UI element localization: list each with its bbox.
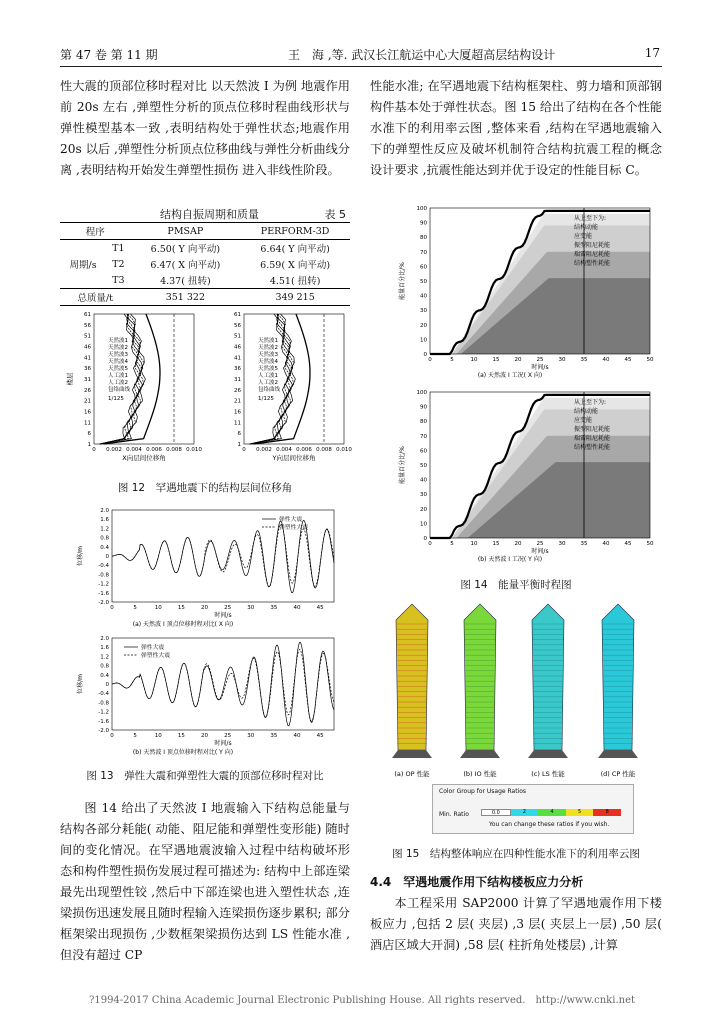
legend-entry: 包络曲线 — [108, 387, 131, 393]
x-tick-label: 20 — [201, 605, 208, 611]
legend-entry: 人工波1 — [258, 373, 278, 379]
x-tick-label: 35 — [270, 605, 278, 611]
legend-entry: 应变能 — [574, 233, 593, 240]
x-tick-label: 20 — [514, 357, 522, 363]
legend-entry: 人工波1 — [108, 373, 128, 379]
x-tick-label: 40 — [293, 605, 301, 611]
y-tick-label: 90 — [420, 220, 427, 227]
legend-value: 8 — [593, 809, 621, 816]
x-tick-label: 50 — [646, 357, 654, 363]
y-tick-label: 0.4 — [100, 544, 109, 551]
legend-entry: 应变能 — [574, 417, 593, 424]
x-tick-label: 0.002 — [256, 447, 272, 453]
x-tick-label: 15 — [177, 605, 185, 611]
y-tick-label: -0.4 — [98, 563, 109, 570]
x-tick-label: 45 — [624, 357, 632, 363]
legend-entry: 天然波1 — [258, 338, 278, 344]
y-tick-label: 100 — [416, 206, 427, 212]
y-tick-label: 60 — [420, 264, 427, 271]
y-tick-label: 46 — [84, 344, 91, 351]
legend-entry: 天然波2 — [258, 345, 278, 351]
y-tick-label: -1.6 — [98, 590, 109, 597]
y-tick-label: 0.8 — [100, 663, 109, 670]
x-tick-label: 15 — [492, 357, 500, 363]
x-axis-label: 时间/s — [531, 364, 549, 371]
x-tick-label: 25 — [224, 605, 232, 611]
x-tick-label: 30 — [558, 541, 566, 547]
y-tick-label: 20 — [420, 506, 427, 513]
tower-label: (b) IO 性能 — [463, 770, 497, 778]
y-tick-label: 51 — [234, 333, 241, 340]
x-tick-label: 30 — [247, 733, 255, 739]
y-tick-label: 40 — [420, 293, 427, 300]
subfigure-label: (b) 天然波 I 工况( Y 向) — [477, 556, 543, 563]
legend-entry: 从上至下为: — [574, 399, 607, 406]
y-tick-label: 1.6 — [100, 645, 109, 652]
y-tick-label: 11 — [84, 420, 91, 427]
legend-color-bar — [481, 809, 621, 816]
drift-curve — [100, 314, 141, 444]
x-tick-label: 0 — [242, 447, 246, 453]
x-tick-label: 25 — [224, 733, 232, 739]
legend-entry: 结构动能 — [574, 224, 599, 231]
x-tick-label: 0 — [110, 605, 114, 611]
plot-frame — [244, 314, 344, 444]
fig14-caption: 图 14 能量平衡时程图 — [460, 579, 572, 591]
y-tick-label: 16 — [234, 409, 241, 416]
x-tick-label: 0.002 — [106, 447, 122, 453]
legend-entry: 弹塑性大震 — [141, 653, 170, 659]
y-tick-label: -0.4 — [98, 691, 109, 698]
y-tick-label: 36 — [84, 366, 91, 373]
envelope-curve — [254, 314, 311, 444]
copyright-footer: ?1994-2017 China Academic Journal Electronic Publishing House. All rights reserved. http://www.cnki.net — [88, 995, 635, 1006]
y-axis-label: 位移/m — [77, 674, 84, 694]
tower-base — [598, 750, 638, 758]
y-tick-label: 41 — [234, 355, 241, 362]
y-tick-label: 26 — [84, 387, 91, 394]
legend-entry: 瑞雷阻尼耗能 — [574, 435, 611, 442]
y-tick-label: 36 — [234, 366, 241, 373]
running-header — [60, 44, 660, 64]
legend-value: 2 — [511, 809, 539, 816]
legend-entry: 天然波4 — [108, 359, 128, 365]
x-tick-label: 0.006 — [296, 447, 312, 453]
drift-curve — [100, 314, 142, 444]
legend-title: Color Group for Usage Ratios — [439, 788, 527, 795]
y-tick-label: -1.6 — [98, 718, 109, 725]
x-tick-label: 45 — [624, 541, 632, 547]
x-tick-label: 45 — [316, 605, 324, 611]
x-tick-label: 10 — [470, 357, 478, 363]
x-tick-label: 0.008 — [316, 447, 332, 453]
tower-base — [392, 750, 432, 758]
fig15-usage-ratio-towers — [376, 600, 666, 782]
right-paragraph-1: 性能水准; 在罕遇地震下结构框架柱、剪力墙和顶部钢构件基本处于弹性状态。图 15 给出了结构在各个性能水准下的利用率云图 ,整体来看 ,结构在罕遇地震输入下的弹塑性反应及破坏机制符合结构抗震工程的概念设计要求 ,抗震性能达到并优于设定的性能目标 C。 — [370, 79, 662, 177]
x-tick-label: 15 — [492, 541, 500, 547]
drift-curve — [250, 314, 290, 444]
x-tick-label: 0.004 — [126, 447, 142, 453]
x-tick-label: 0 — [92, 447, 96, 453]
legend-entry: 天然波1 — [108, 338, 128, 344]
legend-entry: 人工波2 — [258, 380, 278, 386]
legend-entry: 包络曲线 — [258, 387, 281, 393]
x-tick-label: 10 — [470, 541, 478, 547]
x-tick-label: 5 — [450, 357, 454, 363]
fig14-energy-charts — [376, 200, 666, 572]
drift-curve — [250, 314, 292, 444]
y-tick-label: -1.2 — [98, 581, 109, 588]
drift-curve — [250, 314, 291, 444]
fig13-caption: 图 13 弹性大震和弹塑性大震的顶部位移时程对比 — [86, 770, 324, 782]
x-tick-label: 50 — [646, 541, 654, 547]
page-number: 17 — [644, 46, 660, 60]
y-tick-label: 56 — [84, 322, 91, 329]
legend-entry: 天然波2 — [108, 345, 128, 351]
right-paragraph-2: 4.4 罕遇地震作用下结构楼板应力分析 本工程采用 SAP2000 计算了罕遇地震作用下楼板应力 ,包括 2 层( 夹层) ,3 层( 夹层上一层) ,50 层( 酒店区域大开洞) ,58 层( 柱折角处楼层) ,计算 — [370, 872, 662, 956]
x-tick-label: 40 — [602, 541, 610, 547]
y-tick-label: 0 — [105, 554, 109, 560]
y-tick-label: 21 — [84, 398, 91, 405]
x-tick-label: 20 — [201, 733, 208, 739]
y-tick-label: -0.8 — [98, 572, 109, 579]
y-axis-label: 位移/m — [77, 546, 84, 566]
article-title-header: 王 海 ,等. 武汉长江航运中心大厦超高层结构设计 — [288, 48, 556, 62]
envelope-curve — [104, 314, 161, 444]
y-tick-label: 6 — [237, 431, 241, 438]
x-tick-label: 0.010 — [186, 447, 202, 453]
x-tick-label: 10 — [154, 605, 162, 611]
period-group-label: 周期/s — [60, 240, 106, 289]
tower-2 — [464, 604, 496, 750]
legend-min-ratio-label: Min. Ratio — [439, 811, 469, 818]
y-axis-label: 能量百分比/% — [399, 446, 406, 484]
section-title: 4.4 罕遇地震作用下结构楼板应力分析 — [370, 875, 584, 889]
y-tick-label: 26 — [234, 387, 241, 394]
tower-4 — [602, 604, 634, 750]
x-tick-label: 30 — [558, 357, 566, 363]
y-axis-label: 楼层 — [66, 372, 74, 386]
fig15-caption: 图 15 结构整体响应在四种性能水准下的利用率云图 — [392, 848, 640, 860]
x-tick-label: 25 — [536, 541, 544, 547]
y-tick-label: 30 — [420, 492, 427, 499]
x-tick-label: 35 — [270, 733, 278, 739]
journal-issue: 第 47 卷 第 11 期 — [60, 48, 158, 62]
y-tick-label: 1 — [237, 442, 241, 448]
table-row: 周期/s T1 6.50( Y 向平动) 6.64( Y 向平动) — [60, 240, 350, 257]
tower-label: (c) LS 性能 — [531, 770, 565, 778]
limit-label: 1/125 — [108, 396, 124, 402]
x-tick-label: 5 — [133, 733, 137, 739]
x-axis-label: Y向层间位移角 — [272, 454, 316, 462]
y-tick-label: 10 — [420, 521, 427, 528]
y-tick-label: 6 — [87, 431, 91, 438]
y-tick-label: 51 — [84, 333, 91, 340]
x-tick-label: 5 — [450, 541, 454, 547]
tower-1 — [396, 604, 428, 750]
legend-entry: 结构动能 — [574, 408, 599, 415]
table-row: T2 6.47( X 向平动) 6.59( X 向平动) — [112, 258, 331, 271]
y-tick-label: 2.0 — [100, 636, 109, 642]
x-tick-label: 0.004 — [276, 447, 292, 453]
y-tick-label: 1.2 — [100, 526, 109, 533]
legend-entry: 结构塑性耗能 — [574, 444, 611, 451]
displacement-curve — [112, 520, 334, 592]
x-tick-label: 25 — [536, 357, 544, 363]
x-tick-label: 40 — [602, 357, 610, 363]
fig12-caption: 图 12 罕遇地震下的结构层间位移角 — [117, 482, 293, 494]
legend-entry: 天然波4 — [258, 359, 278, 365]
y-tick-label: 70 — [420, 433, 427, 440]
drift-curve — [100, 314, 140, 444]
fig15-color-legend — [432, 784, 634, 834]
y-tick-label: 61 — [234, 312, 241, 318]
tower-base — [460, 750, 500, 758]
subfigure-label: (b) 天然波 I 顶点位移时程对比( Y 向) — [132, 749, 234, 756]
legend-entry: 振型阻尼耗能 — [574, 426, 611, 433]
legend-value: 5 — [566, 809, 594, 816]
table-header-row: 程序 PMSAP PERFORM-3D — [60, 223, 350, 240]
subfigure-label: (a) 天然波 I 工况( X 向) — [477, 372, 543, 379]
subfigure-label: (a) 天然波 I 顶点位移时程对比( X 向) — [132, 621, 234, 628]
legend-entry: 弹塑性大震 — [279, 525, 308, 531]
x-axis-label: X向层间位移角 — [122, 454, 166, 462]
y-tick-label: 100 — [416, 390, 427, 396]
table5-number: 表 5 — [324, 208, 346, 221]
x-axis-label: 时间/s — [214, 612, 232, 619]
table-row: 总质量/t 351 322 349 215 — [60, 289, 350, 306]
plot-frame — [112, 638, 334, 730]
table5-caption — [60, 206, 350, 222]
y-tick-label: 1.6 — [100, 517, 109, 524]
x-tick-label: 10 — [154, 733, 162, 739]
x-axis-label: 时间/s — [214, 740, 232, 747]
displacement-curve — [112, 649, 334, 721]
legend-entry: 弹性大震 — [279, 517, 303, 523]
plot-frame — [112, 510, 334, 602]
y-axis-label: 能量百分比/% — [399, 262, 406, 300]
x-tick-label: 5 — [133, 605, 137, 611]
x-tick-label: 0 — [428, 541, 432, 547]
y-tick-label: 46 — [234, 344, 241, 351]
plot-frame — [94, 314, 194, 444]
table-row: T3 4.37( 扭转) 4.51( 扭转) — [112, 274, 321, 287]
legend-entry: 弹性大震 — [141, 645, 165, 651]
x-tick-label: 15 — [177, 733, 185, 739]
tower-label: (d) CP 性能 — [600, 770, 636, 778]
tower-label: (a) OP 性能 — [394, 770, 430, 778]
x-tick-label: 0.010 — [336, 447, 352, 453]
fig12-drift-charts — [60, 306, 360, 474]
y-tick-label: 31 — [84, 377, 91, 383]
x-tick-label: 40 — [293, 733, 301, 739]
y-tick-label: 80 — [420, 419, 427, 426]
left-paragraph-1: 性大震的顶部位移时程对比 以天然波 I 为例 地震作用前 20s 左右 ,弹塑性分析的顶点位移时程曲线形状与弹性模型基本一致 ,表明结构处于弹性状态;地震作用 20s 以后 ,弹塑性分析顶点位移曲线与弹性分析曲线分离 ,表明结构开始发生弹塑性损伤 进入非线性阶段。 — [60, 79, 350, 177]
y-tick-label: 56 — [234, 322, 241, 329]
tower-3 — [532, 604, 564, 750]
header-rule — [60, 66, 662, 67]
y-tick-label: 60 — [420, 448, 427, 455]
limit-label: 1/125 — [258, 396, 274, 402]
x-tick-label: 0 — [428, 357, 432, 363]
y-tick-label: 21 — [234, 398, 241, 405]
y-tick-label: 0 — [423, 352, 427, 358]
y-tick-label: 11 — [234, 420, 241, 427]
y-tick-label: 70 — [420, 249, 427, 256]
y-tick-label: -1.2 — [98, 709, 109, 716]
y-tick-label: 41 — [84, 355, 91, 362]
y-tick-label: 16 — [84, 409, 91, 416]
x-tick-label: 0.008 — [166, 447, 182, 453]
x-axis-label: 时间/s — [531, 548, 549, 555]
legend-entry: 从上至下为: — [574, 215, 607, 222]
y-tick-label: 80 — [420, 235, 427, 242]
y-tick-label: 0 — [105, 682, 109, 688]
x-tick-label: 35 — [580, 357, 588, 363]
legend-entry: 天然波5 — [258, 366, 278, 372]
fig13-displacement-charts — [60, 504, 350, 762]
x-tick-label: 20 — [514, 541, 522, 547]
x-tick-label: 35 — [580, 541, 588, 547]
table5-title: 结构自振周期和质量 — [160, 208, 259, 221]
y-tick-label: -2.0 — [98, 728, 109, 734]
y-tick-label: 0.4 — [100, 672, 109, 679]
y-tick-label: 0.8 — [100, 535, 109, 542]
x-tick-label: 0 — [110, 733, 114, 739]
x-tick-label: 0.006 — [146, 447, 162, 453]
y-tick-label: -2.0 — [98, 600, 109, 606]
y-tick-label: 1.2 — [100, 654, 109, 661]
legend-entry: 结构塑性耗能 — [574, 260, 611, 267]
y-tick-label: 50 — [420, 463, 427, 469]
y-tick-label: 61 — [84, 312, 91, 318]
legend-note: You can change these ratios if you wish. — [489, 821, 610, 828]
y-tick-label: 50 — [420, 279, 427, 285]
y-tick-label: 30 — [420, 308, 427, 315]
left-paragraph-2: 图 14 给出了天然波 I 地震输入下结构总能量与结构各部分耗能( 动能、阻尼能和弹塑性变形能) 随时间的变化情况。在罕遇地震波输入过程中结构破坏形态和构件塑性损伤发展过程可描述为: 结构中上部连梁最先出现塑性铰 ,然后中下部连梁也进入塑性状态 ,连梁损伤迅速发展且随时程输入连梁损伤逐步累积; 部分框架梁出现损伤 ,少数框架梁损伤达到 LS 性能水准 ,但没有超过 CP — [60, 801, 350, 962]
y-tick-label: 10 — [420, 337, 427, 344]
y-tick-label: 40 — [420, 477, 427, 484]
legend-value: 0.0 — [481, 809, 511, 816]
y-tick-label: 2.0 — [100, 508, 109, 514]
y-tick-label: 0 — [423, 536, 427, 542]
legend-entry: 人工波2 — [108, 380, 128, 386]
legend-value: 4 — [538, 809, 566, 816]
legend-entry: 天然波5 — [108, 366, 128, 372]
legend-entry: 瑞雷阻尼耗能 — [574, 251, 611, 258]
y-tick-label: 31 — [234, 377, 241, 383]
tower-base — [528, 750, 568, 758]
legend-entry: 天然波3 — [108, 352, 128, 358]
x-tick-label: 45 — [316, 733, 324, 739]
table5 — [60, 222, 350, 306]
x-tick-label: 30 — [247, 605, 255, 611]
y-tick-label: 20 — [420, 322, 427, 329]
y-tick-label: -0.8 — [98, 700, 109, 707]
legend-entry: 天然波3 — [258, 352, 278, 358]
legend-entry: 振型阻尼耗能 — [574, 242, 611, 249]
y-tick-label: 1 — [87, 442, 91, 448]
y-tick-label: 90 — [420, 404, 427, 411]
